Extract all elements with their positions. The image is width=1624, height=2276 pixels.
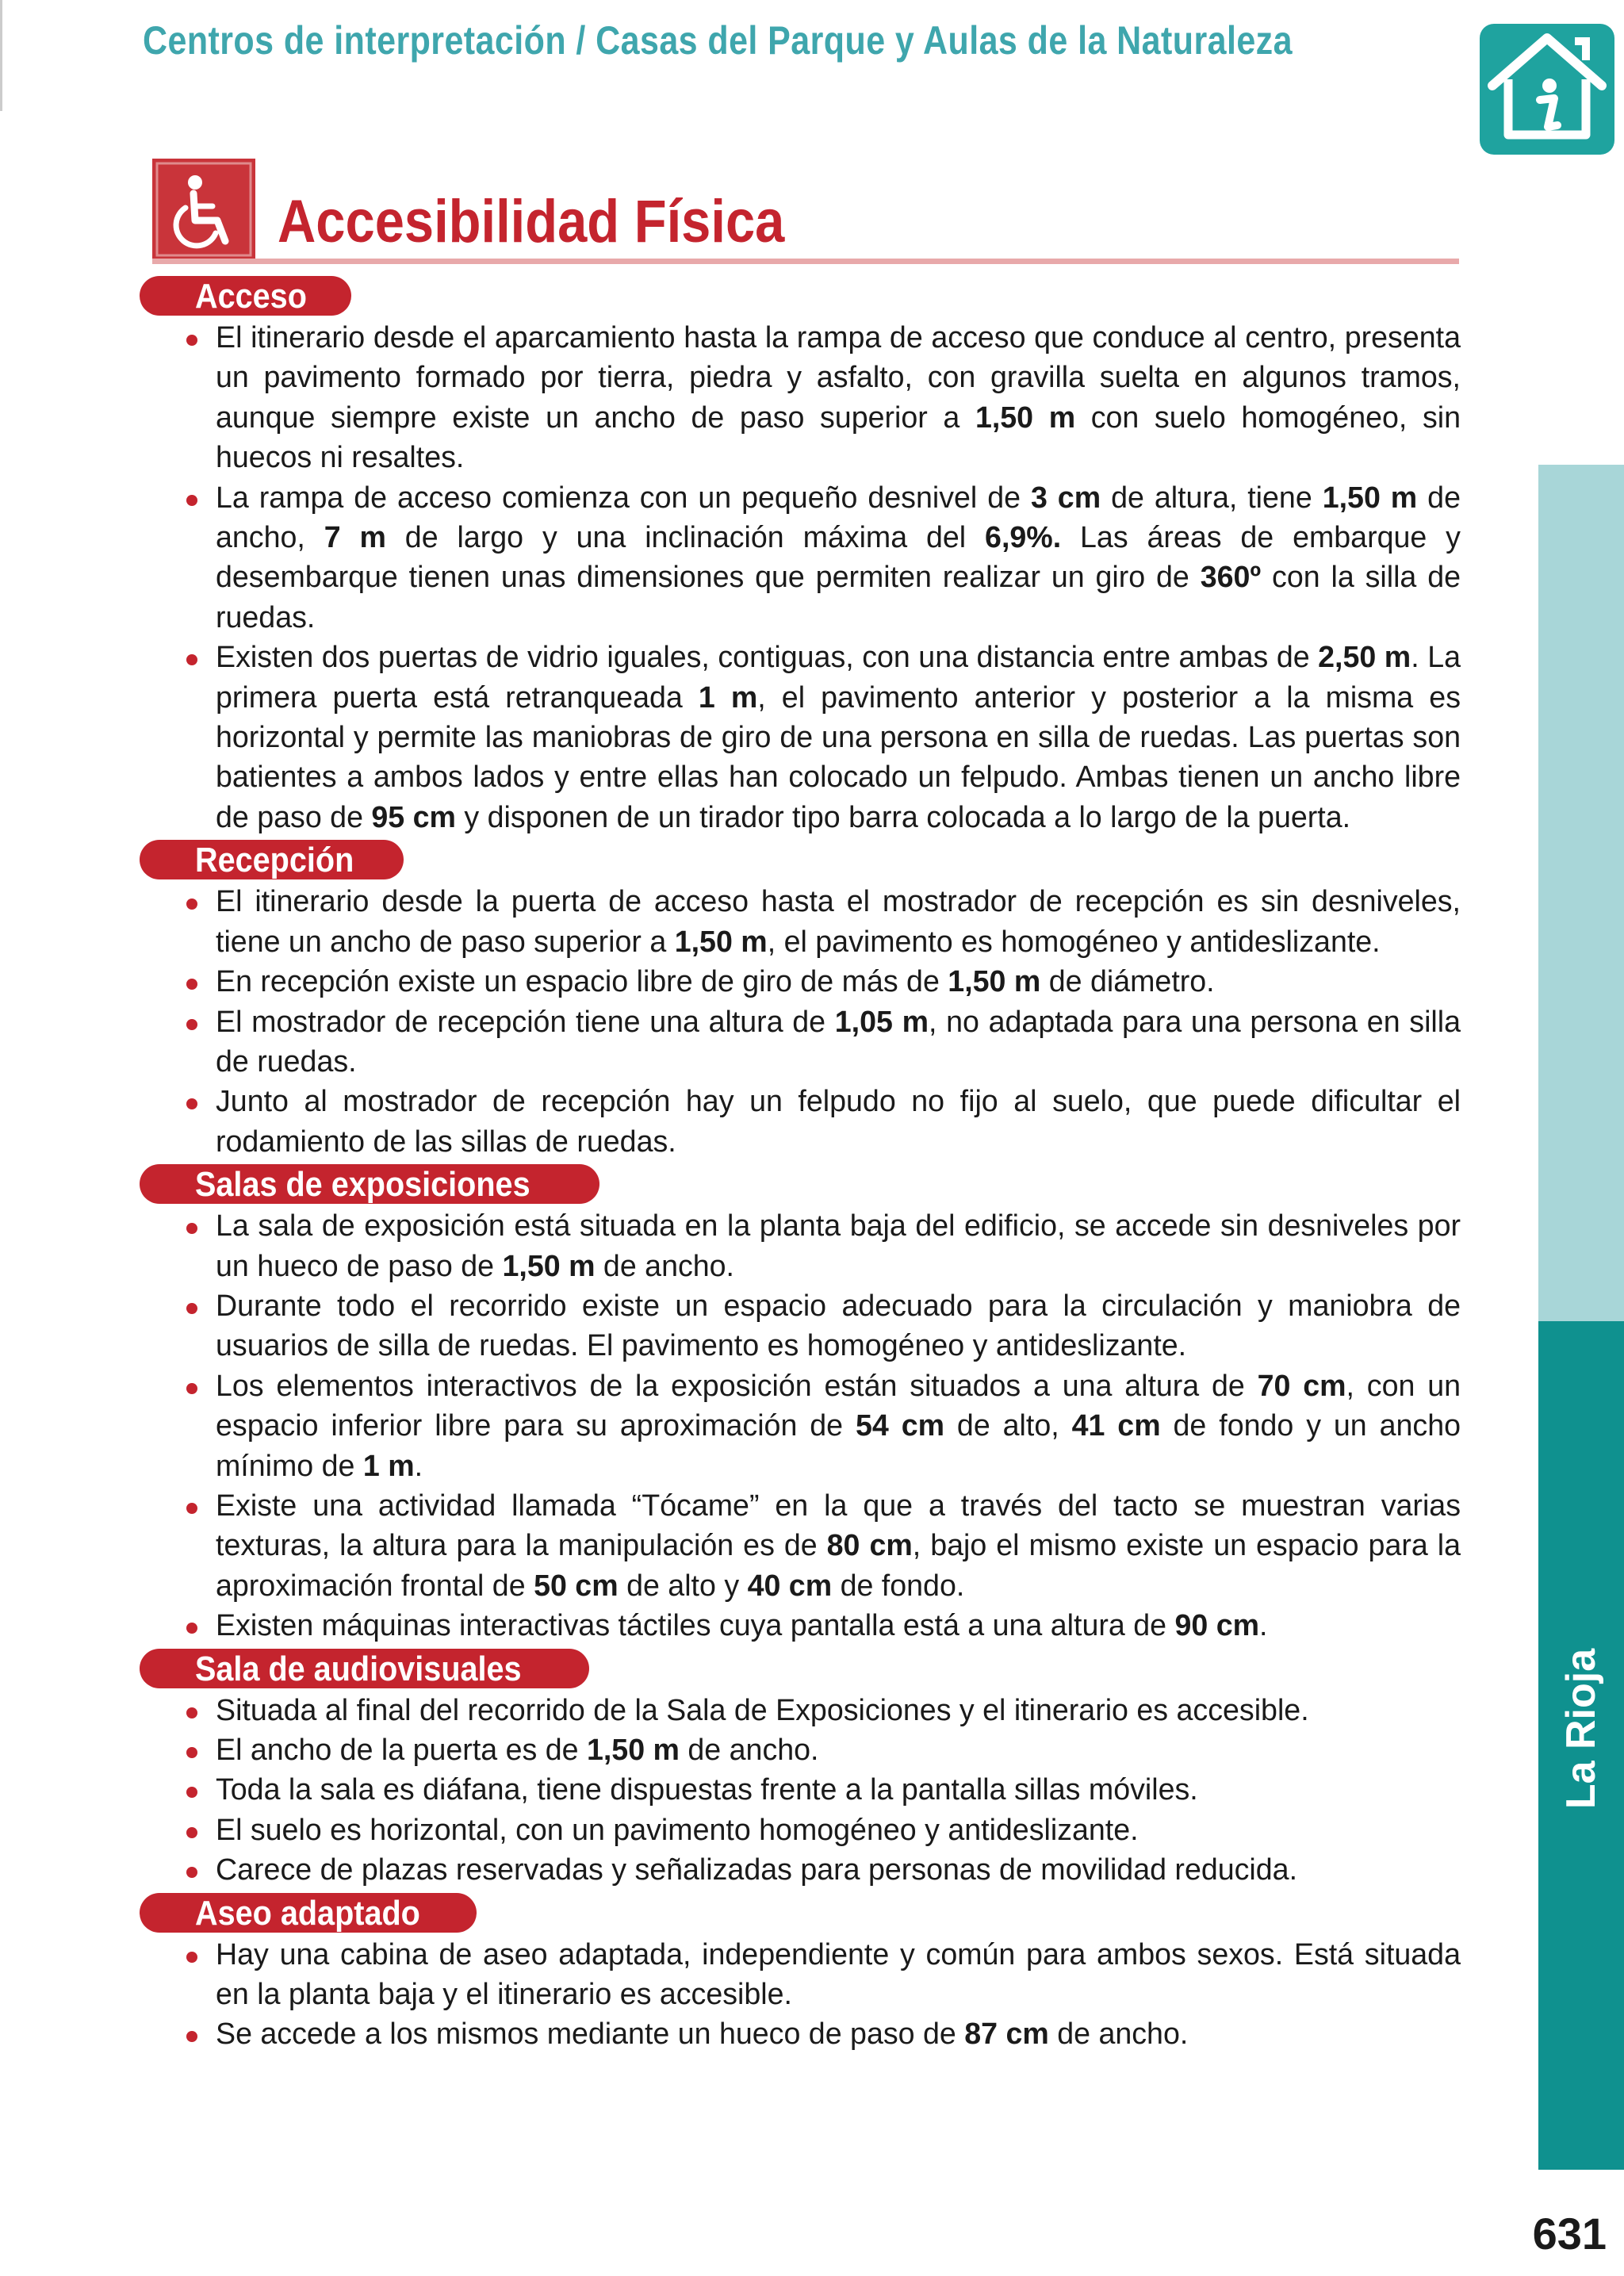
bullet-dot-icon [186, 979, 197, 990]
bold-measure: 3 cm [1030, 480, 1101, 514]
bullet-item [140, 1286, 1461, 1366]
bold-measure: 360º [1200, 560, 1262, 594]
bullet-dot-icon [186, 1747, 197, 1758]
bullet-item [140, 881, 1461, 961]
bullet-list [140, 317, 1461, 837]
bullet-item [140, 317, 1461, 477]
bullet-dot-icon [186, 1952, 197, 1963]
bullet-dot-icon [186, 495, 197, 506]
bold-measure: 1,50 m [586, 1733, 680, 1766]
text-run: Las áreas de embarque y desembarque tienen unas dimensiones que permiten realizar un giro de [216, 520, 1461, 594]
bullet-item [140, 1769, 1461, 1809]
text-run: Se accede a los mismos mediante un hueco de paso de [216, 2017, 965, 2051]
bullet-dot-icon [186, 654, 197, 665]
bold-measure: 7 m [324, 520, 386, 554]
text-run: . [1259, 1608, 1268, 1642]
bullet-dot-icon [186, 1503, 197, 1514]
text-run: , el pavimento es homogéneo y antideslizante. [767, 924, 1381, 958]
subsection-heading-label: Sala de audiovisuales [195, 1649, 522, 1688]
text-run: Existen máquinas interactivas táctiles cuya pantalla está a una altura de [216, 1608, 1175, 1642]
text-run: , bajo el mismo existe un espacio para la aproximación frontal de [216, 1528, 1461, 1602]
bold-measure: 2,50 m [1318, 640, 1411, 674]
text-run: El itinerario desde la puerta de acceso hasta el mostrador de recepción es sin desniveles, tiene un ancho de paso superior a [216, 884, 1461, 958]
bullet-dot-icon [186, 1383, 197, 1394]
bullet-dot-icon [186, 1707, 197, 1718]
bullet-item [140, 637, 1461, 837]
text-run: , no adaptada para una persona en silla de ruedas. [216, 1004, 1461, 1078]
bullet-item [140, 1690, 1461, 1730]
bullet-list [140, 1934, 1461, 2054]
bullet-dot-icon [186, 1827, 197, 1838]
text-run: de ancho. [1048, 2017, 1189, 2051]
bold-measure: 6,9%. [985, 520, 1062, 554]
bullet-item [140, 1002, 1461, 1082]
bullet-dot-icon [186, 1098, 197, 1109]
bold-measure: 1,50 m [948, 964, 1041, 998]
bullet-item [140, 1205, 1461, 1286]
text-run: Junto al mostrador de recepción hay un felpudo no fijo al suelo, que puede dificultar el rodamiento de las sillas de ruedas. [216, 1084, 1461, 1158]
bullet-dot-icon [186, 1787, 197, 1798]
bullet-dot-icon [186, 1019, 197, 1030]
text-run: Existen dos puertas de vidrio iguales, contiguas, con una distancia entre ambas de [216, 640, 1319, 674]
text-run: La rampa de acceso comienza con un pequeño desnivel de [216, 480, 1031, 514]
bold-measure: 54 cm [855, 1408, 945, 1443]
text-run: El itinerario desde el aparcamiento hasta la rampa de acceso que conduce al centro, presenta un pavimento formado por tierra, piedra y asfalto, con gravilla suelta en algunos tramos, aunque siempre existe un ancho de paso superior a [216, 320, 1461, 434]
text-run: de alto y [618, 1568, 748, 1602]
text-run: Hay una cabina de aseo adaptada, independiente y común para ambos sexos. Está situada en la planta baja y el itinerario es accesible. [216, 1937, 1461, 2011]
house-info-icon [1480, 24, 1614, 155]
text-run: . [414, 1448, 423, 1482]
text-run: Situada al final del recorrido de la Sala de Exposiciones y el itinerario es accesible. [216, 1692, 1309, 1726]
bold-measure: 1,50 m [502, 1248, 596, 1282]
title-underline [152, 259, 1459, 264]
bold-measure: 70 cm [1257, 1368, 1346, 1402]
bullet-item [140, 477, 1461, 638]
text-run: de ancho. [679, 1733, 819, 1766]
text-run: con la silla de ruedas. [216, 560, 1461, 634]
text-run: de ancho, [216, 480, 1461, 554]
bold-measure: 1,05 m [834, 1004, 929, 1038]
bullet-dot-icon [186, 899, 197, 910]
bullet-list [140, 1205, 1461, 1645]
bullet-item [140, 1605, 1461, 1645]
text-run: Los elementos interactivos de la exposición están situados a una altura de [216, 1368, 1258, 1402]
subsection-heading-label: Acceso [195, 277, 307, 316]
bullet-item [140, 1366, 1461, 1485]
bold-measure: 1,50 m [975, 400, 1076, 434]
text-run: y disponen de un tirador tipo barra colocada a lo largo de la puerta. [455, 799, 1351, 833]
bullet-item [140, 1810, 1461, 1849]
text-run: Carece de plazas reservadas y señalizadas para personas de movilidad reducida. [216, 1853, 1298, 1887]
text-run: Durante todo el recorrido existe un espacio adecuado para la circulación y maniobra de usuarios de silla de ruedas. El pavimento es homogéneo y antideslizante. [216, 1288, 1461, 1362]
subsection-heading [140, 840, 404, 879]
text-run: , con un espacio inferior libre para su aproximación de [216, 1368, 1461, 1443]
text-run: La sala de exposición está situada en la planta baja del edificio, se accede sin desniveles por un hueco de paso de [216, 1209, 1461, 1282]
header-title: Centros de interpretación / Casas del Parque y Aulas de la Naturaleza [143, 18, 1293, 63]
bullet-item [140, 1934, 1461, 2014]
bullet-list [140, 881, 1461, 1161]
bold-measure: 50 cm [534, 1568, 619, 1602]
bullet-item [140, 2014, 1461, 2053]
text-run: de fondo y un ancho mínimo de [216, 1408, 1461, 1482]
bold-measure: 1,50 m [1322, 480, 1418, 514]
text-run: Existe una actividad llamada “Tócame” en la que a través del tacto se muestran varias texturas, la altura para la manipulación es de [216, 1488, 1461, 1562]
bullet-dot-icon [186, 1223, 197, 1234]
text-run: de alto, [944, 1408, 1072, 1443]
text-run: de diámetro. [1040, 964, 1215, 998]
text-run: de ancho. [595, 1248, 734, 1282]
text-run: de altura, tiene [1101, 480, 1323, 514]
subsection-heading-label: Aseo adaptado [195, 1893, 420, 1933]
subsection-heading-label: Salas de exposiciones [195, 1165, 530, 1205]
section-title: Accesibilidad Física [278, 188, 785, 255]
bold-measure: 80 cm [826, 1528, 913, 1562]
text-run: con suelo homogéneo, sin huecos ni resaltes. [216, 400, 1461, 474]
bold-measure: 40 cm [747, 1568, 833, 1602]
text-run: de largo y una inclinación máxima del [385, 520, 986, 554]
subsection-heading-label: Recepción [195, 841, 354, 880]
bullet-item [140, 961, 1461, 1001]
text-run: Toda la sala es diáfana, tiene dispuestas frente a la pantalla sillas móviles. [216, 1772, 1198, 1807]
page-number: 631 [1532, 2209, 1607, 2259]
bullet-list [140, 1690, 1461, 1890]
bold-measure: 95 cm [371, 799, 456, 833]
bullet-dot-icon [186, 335, 197, 346]
subsection-heading [140, 1893, 477, 1933]
bullet-item [140, 1081, 1461, 1161]
bold-measure: 1 m [698, 680, 758, 714]
text-run: El suelo es horizontal, con un pavimento homogéneo y antideslizante. [216, 1812, 1139, 1846]
text-run: El mostrador de recepción tiene una altura de [216, 1004, 835, 1038]
bullet-dot-icon [186, 1623, 197, 1634]
content-body [140, 276, 1461, 2057]
text-run: , el pavimento anterior y posterior a la misma es horizontal y permite las maniobras de giro de una persona en silla de ruedas. Las puertas son batientes a ambos lados y entre ellas han colocado un felpudo. Ambas tienen un ancho libre de paso de [216, 680, 1461, 833]
bold-measure: 87 cm [964, 2017, 1049, 2051]
bold-measure: 90 cm [1174, 1608, 1260, 1642]
subsection-heading [140, 1649, 589, 1688]
text-run: . La primera puerta está retranqueada [216, 640, 1461, 714]
bullet-item [140, 1485, 1461, 1605]
text-run: de fondo. [832, 1568, 965, 1602]
subsection-heading [140, 1164, 599, 1204]
page-edge-rule [0, 0, 2, 111]
side-band-light [1538, 465, 1624, 1321]
wheelchair-icon [152, 159, 255, 260]
bullet-dot-icon [186, 1303, 197, 1314]
subsection-heading [140, 276, 351, 316]
bullet-dot-icon [186, 2031, 197, 2042]
bullet-item [140, 1849, 1461, 1889]
text-run: En recepción existe un espacio libre de giro de más de [216, 964, 948, 998]
text-run: El ancho de la puerta es de [216, 1733, 587, 1766]
bold-measure: 1,50 m [674, 924, 768, 958]
bold-measure: 41 cm [1071, 1408, 1161, 1443]
region-label: La Rioja [1558, 1648, 1604, 1810]
bold-measure: 1 m [362, 1448, 415, 1482]
bullet-dot-icon [186, 1867, 197, 1878]
bullet-item [140, 1730, 1461, 1769]
